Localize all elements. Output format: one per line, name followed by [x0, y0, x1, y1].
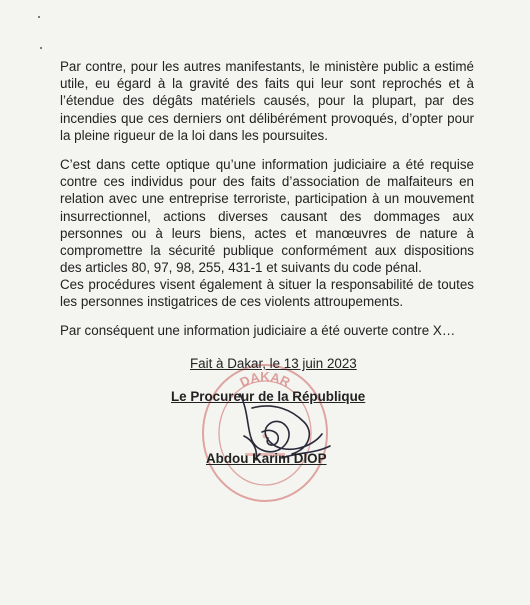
paragraph-1: Par contre, pour les autres manifestants, le ministère public a estimé utile, eu égard à la gravité des faits qui leur sont reprochés et à l’étendue des dégâts matériels causés, pour la plupart, par des incendies que ces derniers ont délibérément provoqués, d’opter pour la pleine rigueur de la loi dans les poursuites.	[60, 59, 474, 143]
paragraph-4: Par conséquent une information judiciaire a été ouverte contre X…	[60, 323, 456, 338]
seal-text: DAKAR	[237, 369, 293, 390]
place-date: Fait à Dakar, le 13 juin 2023	[190, 356, 357, 371]
paragraph-2: C’est dans cette optique qu’une information judiciaire a été requise contre ces individus pour des faits d’association de malfaiteurs en relation avec une entreprise terroriste, participation à un mouvement insurrectionnel, actions diverses causant des dommages aux personnes ou à leurs biens, actes et manœuvres de nature à compromettre la sécurité publique conformément aux dispositions des articles 80, 97, 98, 255, 431-1 et suivants du code pénal.	[60, 157, 474, 276]
signatory-name: Abdou Karim DIOP	[206, 451, 327, 466]
signatory-title: Le Procureur de la République	[171, 389, 366, 404]
scan-speck	[38, 16, 40, 18]
scan-speck	[40, 47, 42, 49]
paragraph-3: Ces procédures visent également à situer la responsabilité de toutes les personnes instigatrices de ces violents attroupements.	[60, 277, 474, 310]
